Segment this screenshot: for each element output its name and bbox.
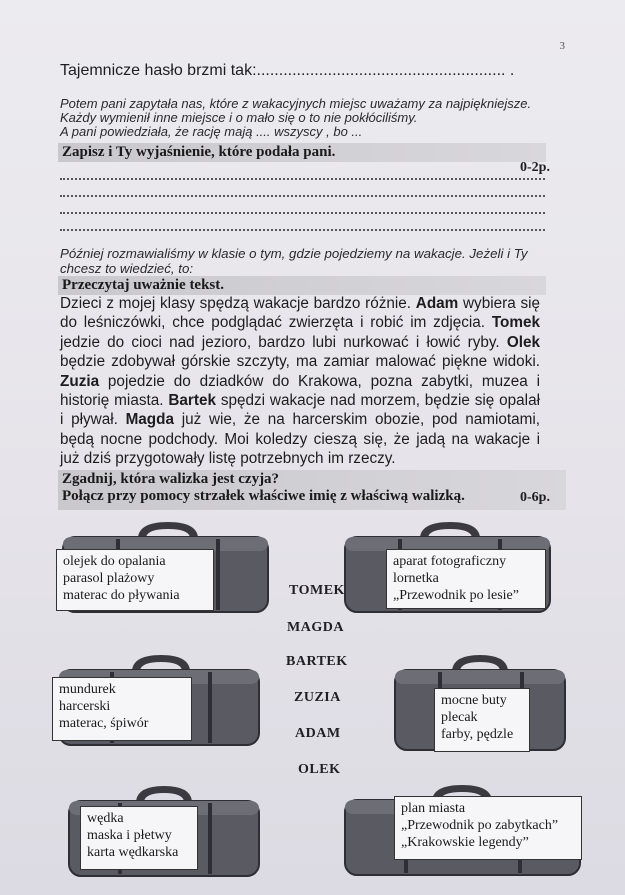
intro-line-1: Potem pani zapytała nas, które z wakacyjnych miejsc uważamy za najpiękniejsze. — [60, 96, 532, 111]
suitcase-2-label: aparat fotograficzny lornetka „Przewodnik po lesie” — [386, 549, 546, 609]
task1-points: 0-2p. — [520, 160, 550, 175]
name-tomek: Tomek — [491, 314, 540, 332]
name-option-tomek[interactable]: TOMEK — [289, 583, 345, 598]
answer-line-1[interactable] — [60, 178, 545, 180]
answer-line-4[interactable] — [60, 229, 545, 231]
task1-heading-bar — [58, 143, 546, 162]
task3-heading-1: Zgadnij, która walizka jest czyja? — [62, 471, 280, 487]
story-text: Dzieci z mojej klasy spędzą wakacje bardzo różnie. Adam wybiera się do leśniczówki, chce podglądać zwierzęta i robić im zdjęcia. Tomek jedzie do cioci nad jezioro, bardzo lubi nurkować i łowić ryby. Olek będzie zdobywał górskie szczyty, ma zamiar malować piękne widoki. Zuzia pojedzie do dziadków do Krakowa, pozna zabytki, muzea i historię miasta. Bartek spędzi wakacje nad morzem, będzie się opalał i pływał. Magda już wie, że na harcerskim obozie, pod namiotami, będą nocne podchody. Moi koledzy cieszą się, że jadą na wakacje i już dziś przygotowały listę potrzebnych im rzeczy. — [60, 295, 540, 468]
name-olek: Olek — [506, 333, 540, 351]
name-option-olek[interactable]: OLEK — [298, 762, 341, 777]
answer-line-2[interactable] — [60, 195, 545, 197]
name-adam: Adam — [415, 295, 459, 312]
password-line: Tajemnicze hasło brzmi tak:........................................................ . — [60, 62, 515, 79]
name-bartek: Bartek — [168, 392, 216, 410]
task2-heading: Przeczytaj uważnie tekst. — [62, 277, 225, 293]
answer-line-3[interactable] — [60, 212, 545, 214]
suitcase-6-label: plan miasta „Przewodnik po zabytkach” „Krakowskie legendy” — [394, 796, 582, 860]
suitcase-4-label: mocne buty plecak farby, pędzle — [434, 688, 530, 752]
suitcase-5-label: wędka maska i płetwy karta wędkarska — [80, 806, 198, 870]
task3-points: 0-6p. — [520, 490, 550, 505]
name-option-bartek[interactable]: BARTEK — [286, 654, 348, 669]
page-number: 3 — [559, 40, 565, 52]
task3-heading-bar — [58, 470, 566, 510]
task3-heading-2: Połącz przy pomocy strzałek właściwe imię z właściwą walizką. — [62, 488, 465, 504]
later-line-2: chcesz to wiedzieć, to: — [60, 261, 194, 276]
intro-line-2: Każdy wymienił inne miejsce i o mało się o to nie pokłóciliśmy. — [60, 110, 418, 125]
suitcase-1-label: olejek do opalania parasol plażowy materac do pływania — [56, 549, 214, 611]
name-option-zuzia[interactable]: ZUZIA — [294, 690, 341, 705]
task1-heading: Zapisz i Ty wyjaśnienie, które podała pani. — [62, 144, 336, 160]
later-line-1: Później rozmawialiśmy w klasie o tym, gdzie pojedziemy na wakacje. Jeżeli i Ty — [60, 246, 528, 261]
name-zuzia: Zuzia — [60, 372, 100, 390]
suitcase-3-label: mundurek harcerski materac, śpiwór — [52, 677, 192, 741]
name-option-magda[interactable]: MAGDA — [287, 620, 344, 635]
name-option-adam[interactable]: ADAM — [295, 726, 341, 741]
name-magda: Magda — [125, 411, 175, 429]
intro-line-3: A pani powiedziała, że rację mają .... wszyscy , bo ... — [60, 124, 363, 139]
task2-heading-bar — [58, 276, 546, 295]
